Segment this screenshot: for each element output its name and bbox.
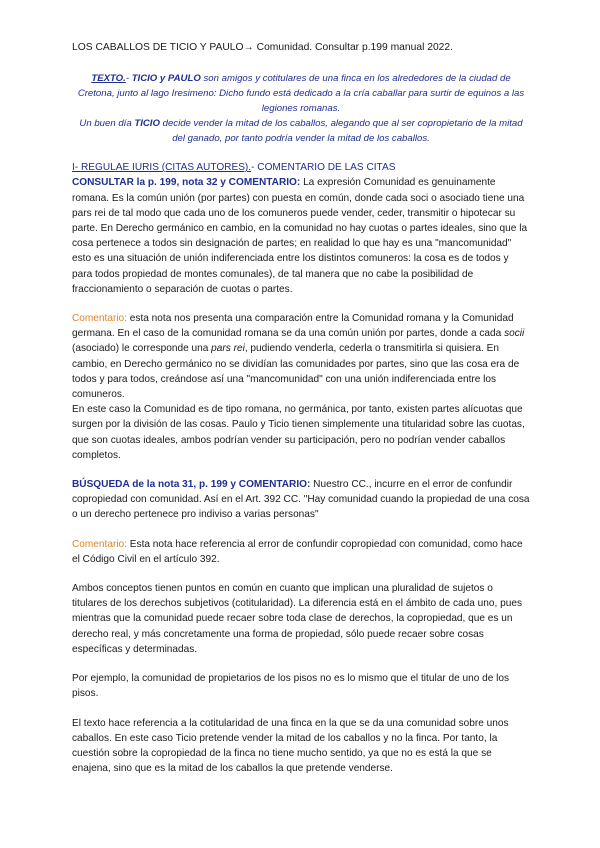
comment-1-text-a: esta nota nos presenta una comparación entre la Comunidad romana y la Comunidad germana. En el caso de la comunidad romana se da una común unión por partes, donde a cada xyxy=(72,313,514,340)
comment-1-text-c: , pudiendo venderla, cederla o transmitirla si quisiera. En cambio, en Derecho germánico no se dividían las comunidades por partes, sino que las cosa era de todos y para todos, creándose así una "mancomunidad" con una unión indiferenciada entre los comuneros. xyxy=(72,343,520,401)
comment-1-label: Comentario: xyxy=(72,313,127,325)
comment-2-label: Comentario: xyxy=(72,538,127,550)
case-names: TICIO y PAULO xyxy=(131,73,201,85)
body-paragraph-1: Ambos conceptos tienen puntos en común en cuanto que implican una pluralidad de sujetos o titulares de los derechos subjetivos (cotitularidad). La diferencia está en el ámbito de cada uno, pues mientras que la comunidad puede recaer sobre toda clase de derechos, la copropiedad, que es un derecho real, y más concretamente una forma de propiedad, sólo puede recaer sobre cosas específicas y determinadas. xyxy=(72,583,522,655)
case-label: TEXTO. xyxy=(91,73,126,85)
body-paragraph-3: El texto hace referencia a la cotitularidad de una finca en la que se da una comunidad sobre unos caballos. En este caso Ticio pretende vender la mitad de los caballos y no la finca. Por tanto, la cuestión sobre la copropiedad de la finca no tiene mucho sentido, ya que no es está la que se enajena, sino que es la mitad de los caballos la que pretende venderse. xyxy=(72,717,509,775)
note-31-paragraph xyxy=(72,477,530,523)
body-paragraph-2: Por ejemplo, la comunidad de propietarios de los pisos no es lo mismo que el titular de uno de los pisos. xyxy=(72,673,510,700)
document-title: LOS CABALLOS DE TICIO Y PAULO→ Comunidad. Consultar p.199 manual 2022. xyxy=(72,42,453,53)
note-31-label: BÚSQUEDA de la nota 31, p. 199 y COMENTARIO: xyxy=(72,479,311,491)
case-body-2b: decide vender la mitad de los caballos, alegando que al ser copropietario de la mitad del ganado, por tanto podría vender la mitad de los caballos. xyxy=(159,118,523,145)
case-text xyxy=(72,71,530,146)
section-heading-rest: - COMENTARIO DE LAS CITAS xyxy=(251,162,396,174)
comment-1-pars-rei: pars rei xyxy=(211,343,245,355)
case-body-2a: Un buen día xyxy=(79,118,135,130)
comment-1-text-b: (asociado) le corresponde una xyxy=(72,343,212,355)
comment-1-socii: socii xyxy=(504,328,525,340)
comment-2-paragraph xyxy=(72,537,530,567)
case-dash: - xyxy=(125,73,132,85)
case-paragraph-1 xyxy=(72,71,530,116)
case-ticio: TICIO xyxy=(134,118,160,130)
note-32-text: La expresión Comunidad es genuinamente romana. Es la común unión (por partes) con puesta en común, donde cada soci o asociado tiene una pars rei de tal modo que cada uno de los comuneros puede vender, ceder, transmitir o hipotecar su parte. En Derecho germánico en cambio, en la comunidad no hay cuotas o partes ideales, sino que la cosa pertenece a todos sin designación de partes; en realidad lo que hay es una "mancomunidad" esto es una situación de unión indiferenciada entre los distintos comuneros: la cosa es de todos y para todos propiedad de montes comunales), de tal manera que no cabe la posibilidad de fraccionamiento o separación de cuotas o partes. xyxy=(72,177,528,295)
case-paragraph-2 xyxy=(72,116,530,146)
note-32-paragraph xyxy=(72,175,530,297)
comment-1-conclusion: En este caso la Comunidad es de tipo romana, no germánica, por tanto, existen partes alícuotas que surgen por la división de las cosas. Paulo y Ticio tienen simplemente una titularidad sobre las cuotas, que son cuotas ideales, ambos podrían vender su participación, pero no podrían vender caballos completos. xyxy=(72,404,525,461)
case-body-1: son amigos y cotitulares de una finca en los alrededores de la ciudad de Cretona, junto al lago Iresimeno: Dicho fundo está dedicado a la cría caballar para surtir de equinos a las legiones romanas. xyxy=(77,73,525,115)
comment-2-text: Esta nota hace referencia al error de confundir copropiedad con comunidad, como hace el Código Civil en el artículo 392. xyxy=(72,538,523,565)
section-heading xyxy=(72,160,530,175)
note-32-label: CONSULTAR la p. 199, nota 32 y COMENTARIO: xyxy=(72,177,301,189)
note-31-text: Nuestro CC., incurre en el error de confundir copropiedad con comunidad. Así en el Art. 392 CC. "Hay comunidad cuando la propiedad de una cosa o un derecho pertenece pro indiviso a varias personas" xyxy=(72,479,530,521)
section-heading-underlined: I- REGULAE IURIS (CITAS AUTORES). xyxy=(72,162,252,174)
comment-1-paragraph xyxy=(72,311,530,402)
